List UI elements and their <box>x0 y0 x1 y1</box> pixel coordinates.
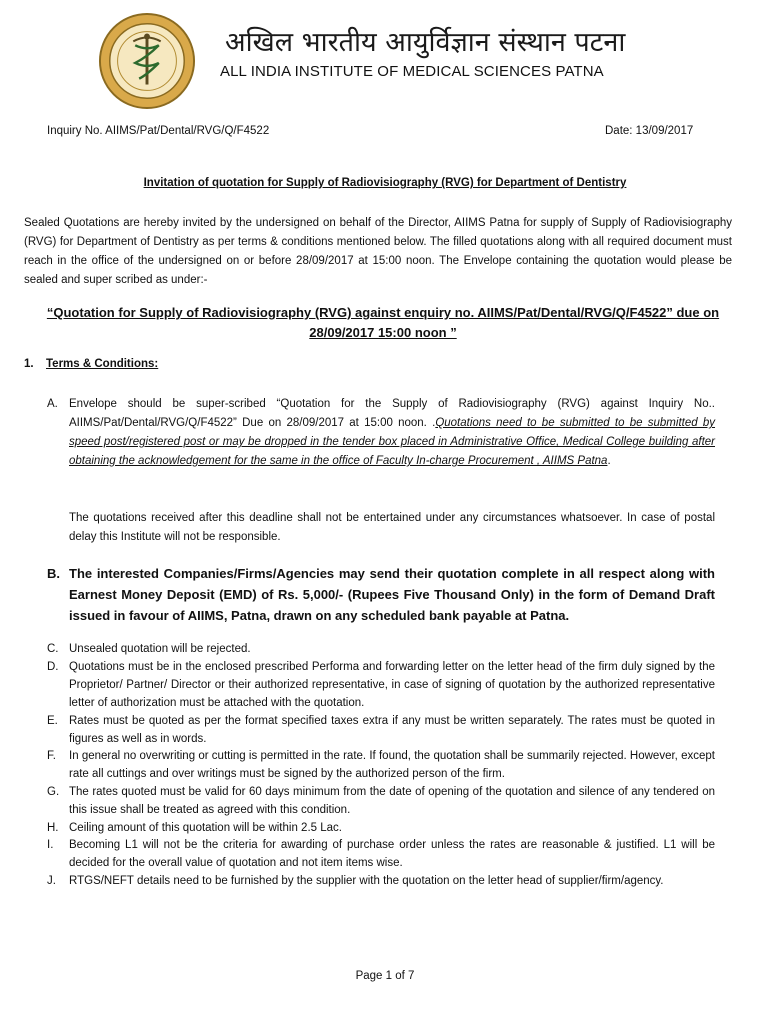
list-item-a <box>47 395 715 471</box>
list-marker: I. <box>47 839 54 851</box>
superscription-line: “Quotation for Supply of Radiovisiography (RVG) against enquiry no. AIIMS/Pat/Dental/RVG/Q/F4522” due on 28/09/2017 15:00 noon ” <box>46 305 720 340</box>
item-e-text: Rates must be quoted as per the format specified taxes extra if any must be written separately. The rates must be quoted in figures as well as in words. <box>69 715 715 745</box>
item-d-text: Quotations must be in the enclosed prescribed Performa and forwarding letter on the letter head of the firm duly signed by the Proprietor/ Partner/ Director or their authorized representative, in case of signing of quotation by the authorized representative letter of authorization must be attached with the quotation. <box>69 661 715 709</box>
list-item-d <box>47 658 715 712</box>
item-a-deadline-text: The quotations received after this deadline shall not be entertained under any circumstances whatsoever. In case of postal delay this Institute will not be responsible. <box>69 512 715 543</box>
document-date: Date: 13/09/2017 <box>605 125 694 137</box>
list-item-c <box>47 640 715 658</box>
page-number: Page 1 of 7 <box>355 970 415 982</box>
section-heading-terms <box>24 358 158 370</box>
list-item-i <box>47 836 715 872</box>
list-marker: A. <box>47 398 58 410</box>
item-j-text: RTGS/NEFT details need to be furnished by the supplier with the quotation on the letter head of supplier/firm/agency. <box>69 875 664 887</box>
section-title: Terms & Conditions: <box>46 358 159 370</box>
list-marker: F. <box>47 750 56 762</box>
institute-name-hindi: अखिल भारतीय आयुर्विज्ञान संस्थान पटना <box>225 27 626 58</box>
item-b-text: The interested Companies/Firms/Agencies may send their quotation complete in all respect along with Earnest Money Deposit (EMD) of Rs. 5,000/- (Rupees Five Thousand Only) in the form of Demand Draft issued in favour of AIIMS, Patna, drawn on any scheduled bank payable at Patna. <box>69 566 715 623</box>
subject-heading: Invitation of quotation for Supply of Radiovisiography (RVG) for Department of Dentistry <box>143 177 627 189</box>
list-item-f <box>47 747 715 783</box>
item-c-text: Unsealed quotation will be rejected. <box>69 643 251 655</box>
section-number: 1. <box>24 358 34 370</box>
list-item-j <box>47 872 715 890</box>
list-item-h <box>47 819 715 837</box>
list-marker: G. <box>47 786 60 798</box>
list-marker: B. <box>47 566 60 581</box>
item-a-end: . <box>607 455 611 467</box>
intro-paragraph: Sealed Quotations are hereby invited by the undersigned on behalf of the Director, AIIMS Patna for supply of Supply of Radiovisiography (RVG) for Department of Dentistry as per terms & conditions mentioned below. The filled quotations along with all required document must reach in the office of the undersigned on or before 28/09/2017 at 15:00 noon. The Envelope containing the quotation would please be sealed and super scribed as under:- <box>24 217 732 286</box>
list-marker: H. <box>47 822 59 834</box>
inquiry-number: Inquiry No. AIIMS/Pat/Dental/RVG/Q/F4522 <box>47 125 270 137</box>
list-marker: C. <box>47 643 59 655</box>
list-marker: E. <box>47 715 58 727</box>
list-item-b <box>47 563 715 626</box>
aiims-emblem-icon <box>98 12 196 110</box>
item-i-text: Becoming L1 will not be the criteria for awarding of purchase order unless the rates are reasonable & justified. L1 will be decided for the overall value of quotation and not item items wise. <box>69 839 715 869</box>
list-item-g <box>47 783 715 819</box>
list-marker: D. <box>47 661 59 673</box>
item-f-text: In general no overwriting or cutting is permitted in the rate. If found, the quotation shall be summarily rejected. However, except rate all cuttings and over writings must be signed by the authorized person of the firm. <box>69 750 715 780</box>
item-a-submission-instructions: Quotations need to be submitted to be submitted by speed post/registered post or may be dropped in the tender box placed in Administrative Office, Medical College building after obtaining the acknowledgement for the same in the office of Faculty In-charge Procurement , AIIMS Patna <box>69 417 716 467</box>
institute-name-english: ALL INDIA INSTITUTE OF MEDICAL SCIENCES PATNA <box>220 63 604 80</box>
item-h-text: Ceiling amount of this quotation will be within 2.5 Lac. <box>69 822 342 834</box>
item-g-text: The rates quoted must be valid for 60 days minimum from the date of opening of the quotation and silence of any tendered on this issue shall be treated as agreed with this condition. <box>69 786 715 816</box>
list-item-e <box>47 712 715 748</box>
list-item-a-continued <box>47 509 715 547</box>
list-marker: J. <box>47 875 56 887</box>
item-a-text: Envelope should be super-scribed “Quotation for the Supply of Radiovisiography (RVG) against Inquiry No.. AIIMS/Pat/Dental/RVG/Q/F4522” Due on 28/09/2017 at 15:00 noon. . <box>69 398 715 429</box>
